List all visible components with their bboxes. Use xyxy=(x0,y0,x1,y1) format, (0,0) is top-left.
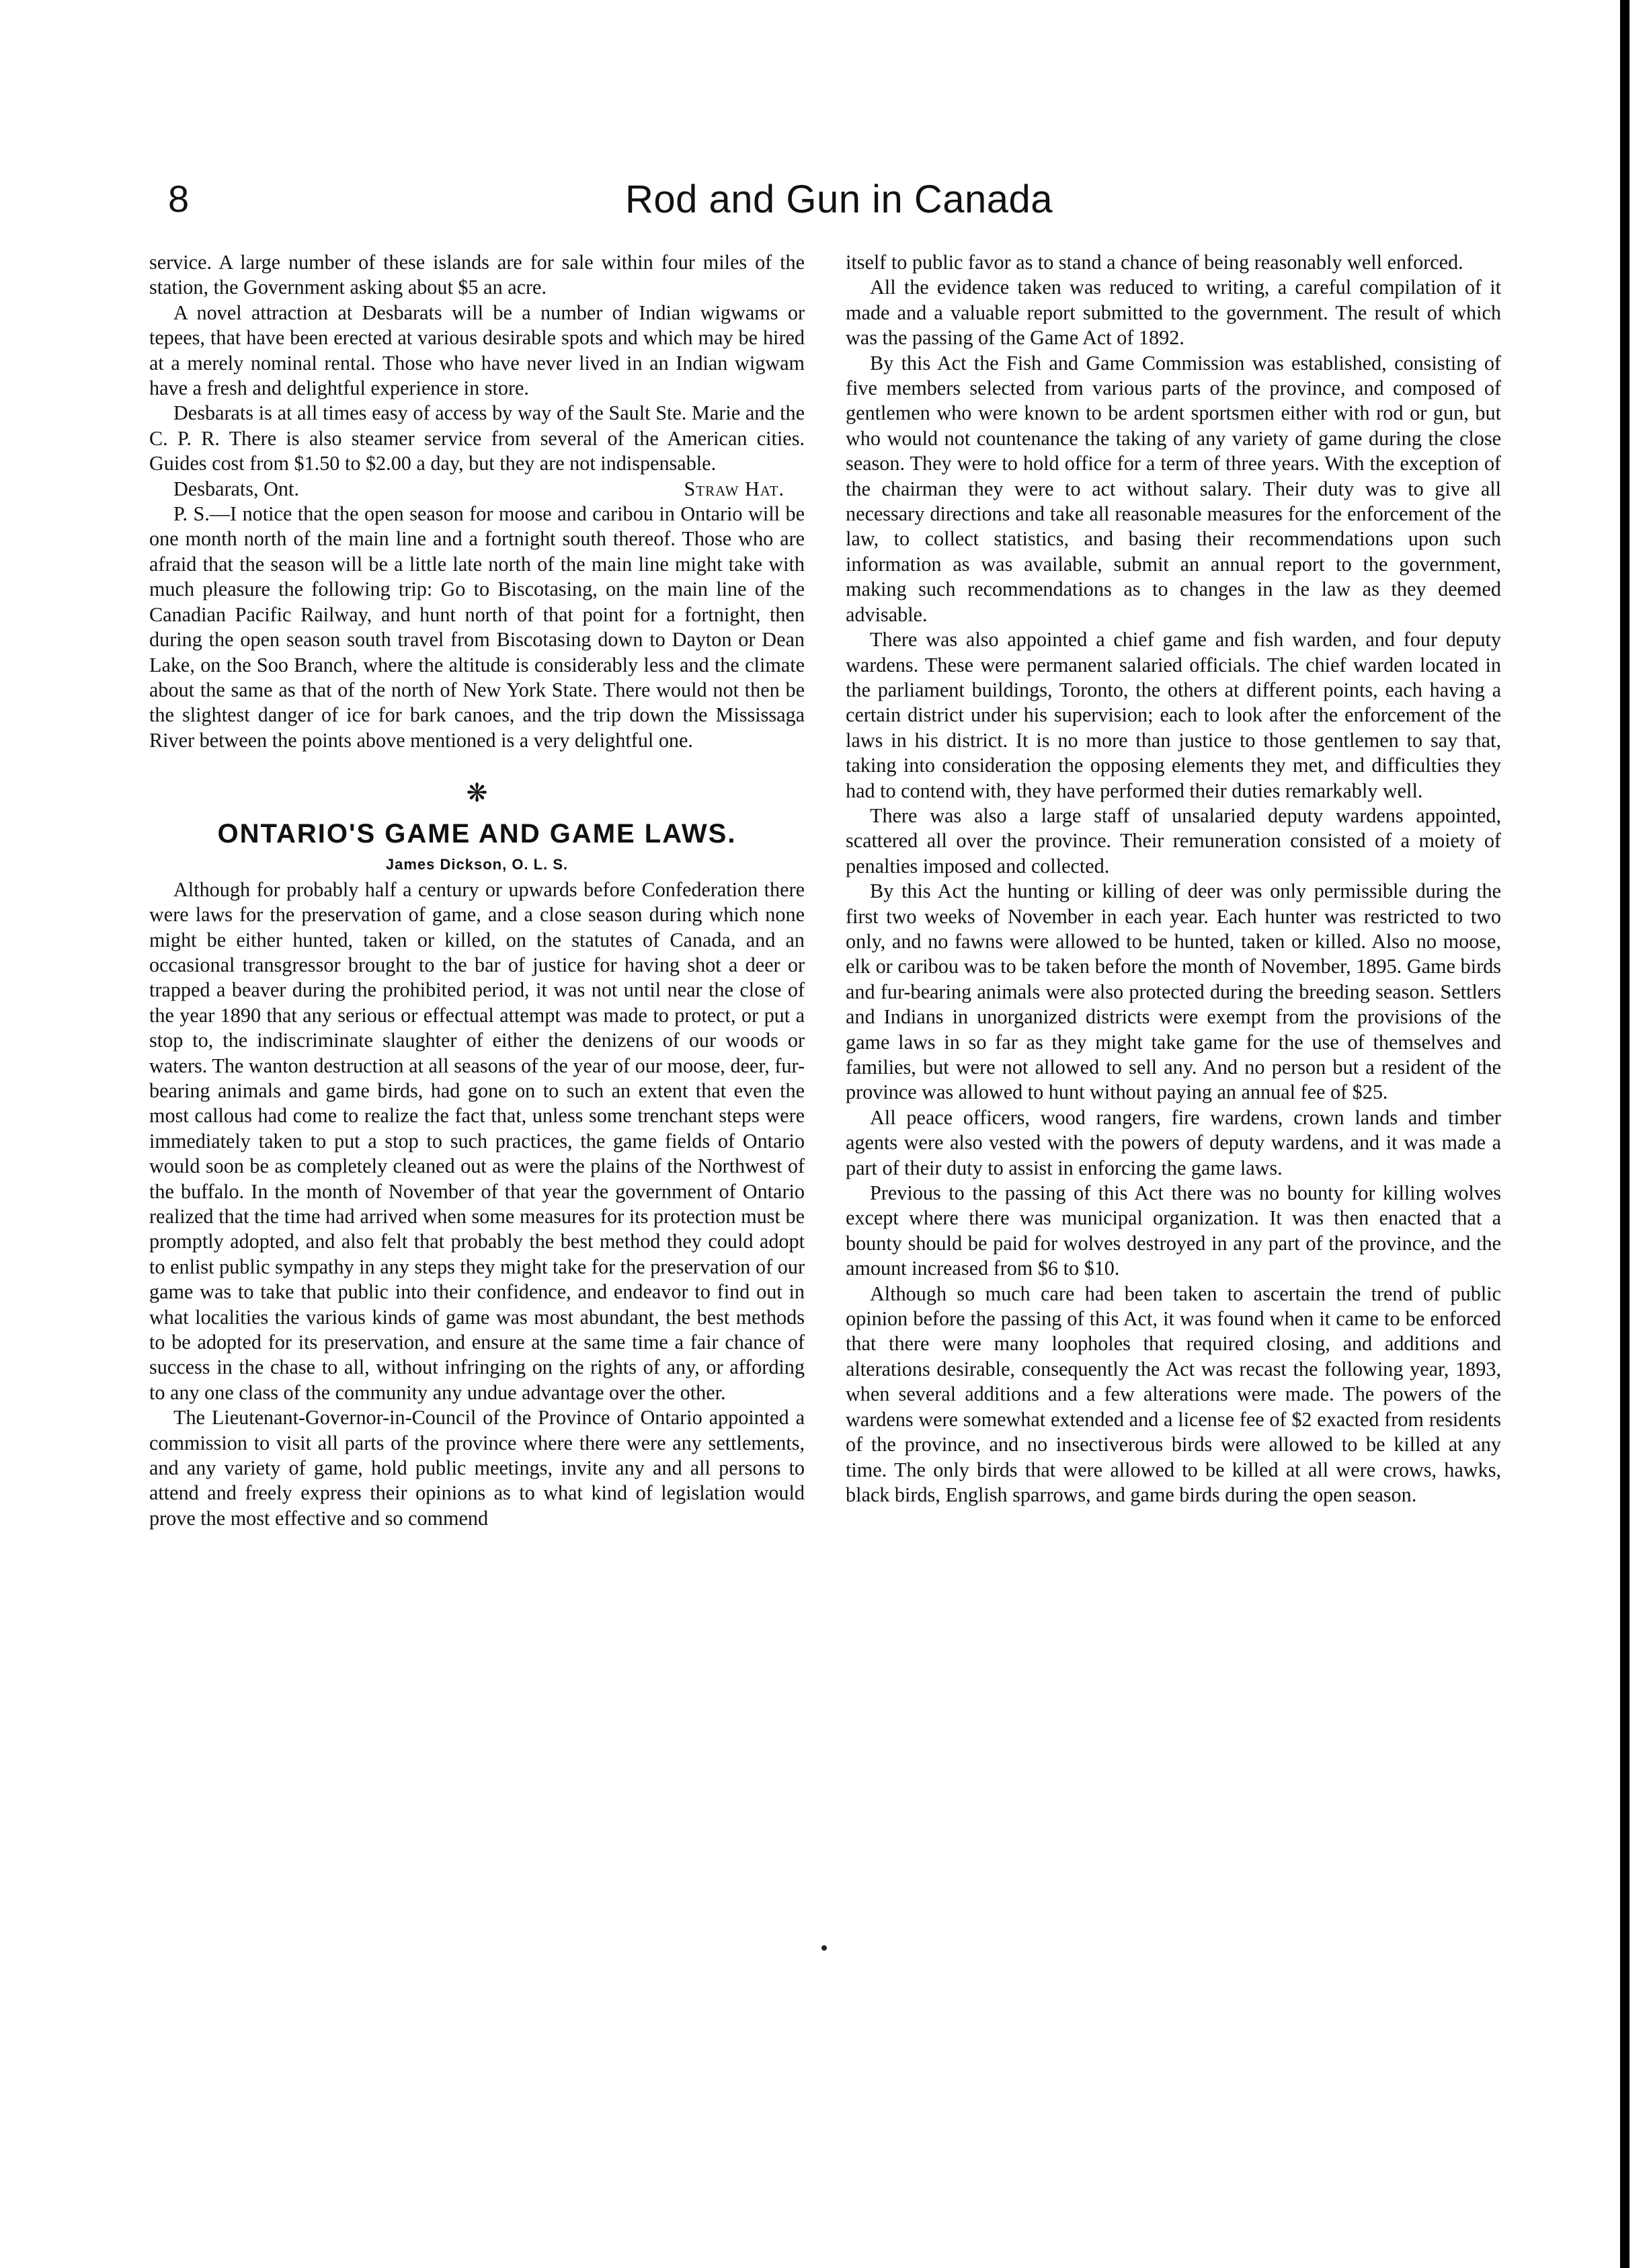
signoff-name: Straw Hat. xyxy=(684,477,785,500)
signoff-place: Desbarats, Ont. xyxy=(173,477,299,500)
ink-speck xyxy=(821,1945,827,1951)
left-column xyxy=(149,250,805,1531)
paragraph: By this Act the Fish and Game Commission was established, consisting of five members selected from various parts of the province, and composed of gentlemen who were known to be ardent sportsmen either with rod or gun, but who would not countenance the taking of any variety of game during the close season. They were to hold office for a term of three years. With the exception of the chairman they were to act without salary. Their duty was to give all necessary directions and take all reasonable measures for the enforcement of the law, to collect statistics, and basing their recommendations upon such information as was available, submit an annual report to the government, making such recommendations as to changes in the law as they deemed advisable. xyxy=(846,351,1501,626)
paragraph: All peace officers, wood rangers, fire wardens, crown lands and timber agents were also vested with the powers of deputy wardens, and it was made a part of their duty to assist in enforcing the game laws. xyxy=(846,1105,1501,1179)
ornament-icon: ❋ xyxy=(466,778,488,808)
article-title: ONTARIO'S GAME AND GAME LAWS. xyxy=(217,819,737,849)
paragraph: There was also a large staff of unsalaried deputy wardens appointed, scattered all over the province. Their remuneration consisted of a moiety of penalties imposed and collected. xyxy=(846,804,1501,877)
paragraph: The Lieutenant-Governor-in-Council of the Province of Ontario appointed a commission to visit all parts of the province where there were any settlements, and any variety of game, hold public meetings, invite any and all persons to attend and freely express their opinions as to what kind of legislation would prove the most effective and so commend xyxy=(149,1406,805,1530)
paragraph: Desbarats is at all times easy of access by way of the Sault Ste. Marie and the C. P. R. There is also steamer service from several of the American cities. Guides cost from $1.50 to $2.00 a day, but they are not indispensable. xyxy=(149,401,805,475)
paragraph: Previous to the passing of this Act there was no bounty for killing wolves except where there was municipal organization. It was then enacted that a bounty should be paid for wolves destroyed in any part of the province, and the amount increased from $6 to $10. xyxy=(846,1181,1501,1280)
running-head: Rod and Gun in Canada xyxy=(625,178,1053,221)
byline: James Dickson, O. L. S. xyxy=(385,856,569,873)
paragraph: service. A large number of these islands are for sale within four miles of the station, the Government asking about $5 an acre. xyxy=(149,251,805,299)
scan-edge-line xyxy=(1620,0,1630,2268)
paragraph: Although so much care had been taken to ascertain the trend of public opinion before the passing of this Act, it was found when it came to be enforced that there were many loopholes that required closing, and additions and alterations desirable, consequently the Act was recast the following year, 1893, when several additions and a few alterations were made. The powers of the wardens were somewhat extended and a license fee of $2 exacted from residents of the province, and no insectiverous birds were allowed to be killed at any time. The only birds that were allowed to be killed at all were crows, hawks, black birds, English sparrows, and game birds during the open season. xyxy=(846,1282,1501,1506)
paragraph: Although for probably half a century or upwards before Confederation there were laws for the preservation of game, and a close season during which none might be either hunted, taken or killed, on the statutes of Canada, and an occasional transgressor brought to the bar of justice for having shot a deer or trapped a beaver during the prohibited period, it was not until near the close of the year 1890 that any serious or effectual attempt was made to protect, or put a stop to, the indiscriminate slaughter of either the denizens of our woods or waters. The wanton destruction at all seasons of the year of our moose, deer, fur-bearing animals and game birds, had gone on to such an extent that even the most callous had come to realize the fact that, unless some trenchant steps were immediately taken to put a stop to such practices, the game fields of Ontario would soon be as completely cleaned out as were the plains of the Northwest of the buffalo. In the month of November of that year the government of Ontario realized that the time had arrived when some measures for its protection must be promptly adopted, and also felt that probably the best method they could adopt to enlist public sympathy in any steps they might take for the preservation of our game was to take that public into their confidence, and endeavor to find out in what localities the various kinds of game was most abundant, the best methods to be adopted for its preservation, and ensure at the same time a fair chance of success in the chase to all, without infringing on the rights of any, or affording to any one class of the community any undue advantage over the other. xyxy=(149,877,805,1404)
paragraph: By this Act the hunting or killing of deer was only permissible during the first two weeks of November in each year. Each hunter was restricted to two only, and no fawns were allowed to be hunted, taken or killed. Also no moose, elk or caribou was to be taken before the month of November, 1895. Game birds and fur-bearing animals were also protected during the breeding season. Settlers and Indians in unorganized districts were exempt from the provisions of the game laws in so far as they might take game for the use of themselves and families, but were not allowed to sell any. And no person but a resident of the province was allowed to hunt without paying an annual fee of $25. xyxy=(846,879,1501,1104)
page-number: 8 xyxy=(168,178,190,220)
paragraph: There was also appointed a chief game and fish warden, and four deputy wardens. These were permanent salaried officials. The chief warden located in the parliament buildings, Toronto, the others at different points, each having a certain district under his supervision; each to look after the enforcement of the laws in his district. It is no more than justice to those gentlemen to say that, taking into consideration the opposing elements they met, and difficulties they had to contend with, they have performed their duties remarkably well. xyxy=(846,628,1501,802)
paragraph: A novel attraction at Desbarats will be a number of Indian wigwams or tepees, that have been erected at various desirable spots and which may be hired at a merely nominal rental. Those who have never lived in an Indian wigwam have a fresh and delightful experience in store. xyxy=(149,301,805,400)
letter-signoff xyxy=(149,477,805,502)
right-column xyxy=(846,250,1501,1508)
paragraph: itself to public favor as to stand a chance of being reasonably well enforced. xyxy=(846,251,1463,274)
postscript: P. S.—I notice that the open season for moose and caribou in Ontario will be one month north of the main line and a fortnight south thereof. Those who are afraid that the season will be a little late north of the main line might take with much pleasure the following trip: Go to Biscotasing, on the main line of the Canadian Pacific Railway, and hunt north of that point for a fortnight, then during the open season south travel from Biscotasing down to Dayton or Dean Lake, on the Soo Branch, where the altitude is considerably less and the climate about the same as that of the north of New York State. There would not then be the slightest danger of ice for bark canoes, and the trip down the Mississaga River between the points above mentioned is a very delightful one. xyxy=(149,502,805,752)
paragraph: All the evidence taken was reduced to writing, a careful compilation of it made and a valuable report submitted to the government. The result of which was the passing of the Game Act of 1892. xyxy=(846,276,1501,350)
